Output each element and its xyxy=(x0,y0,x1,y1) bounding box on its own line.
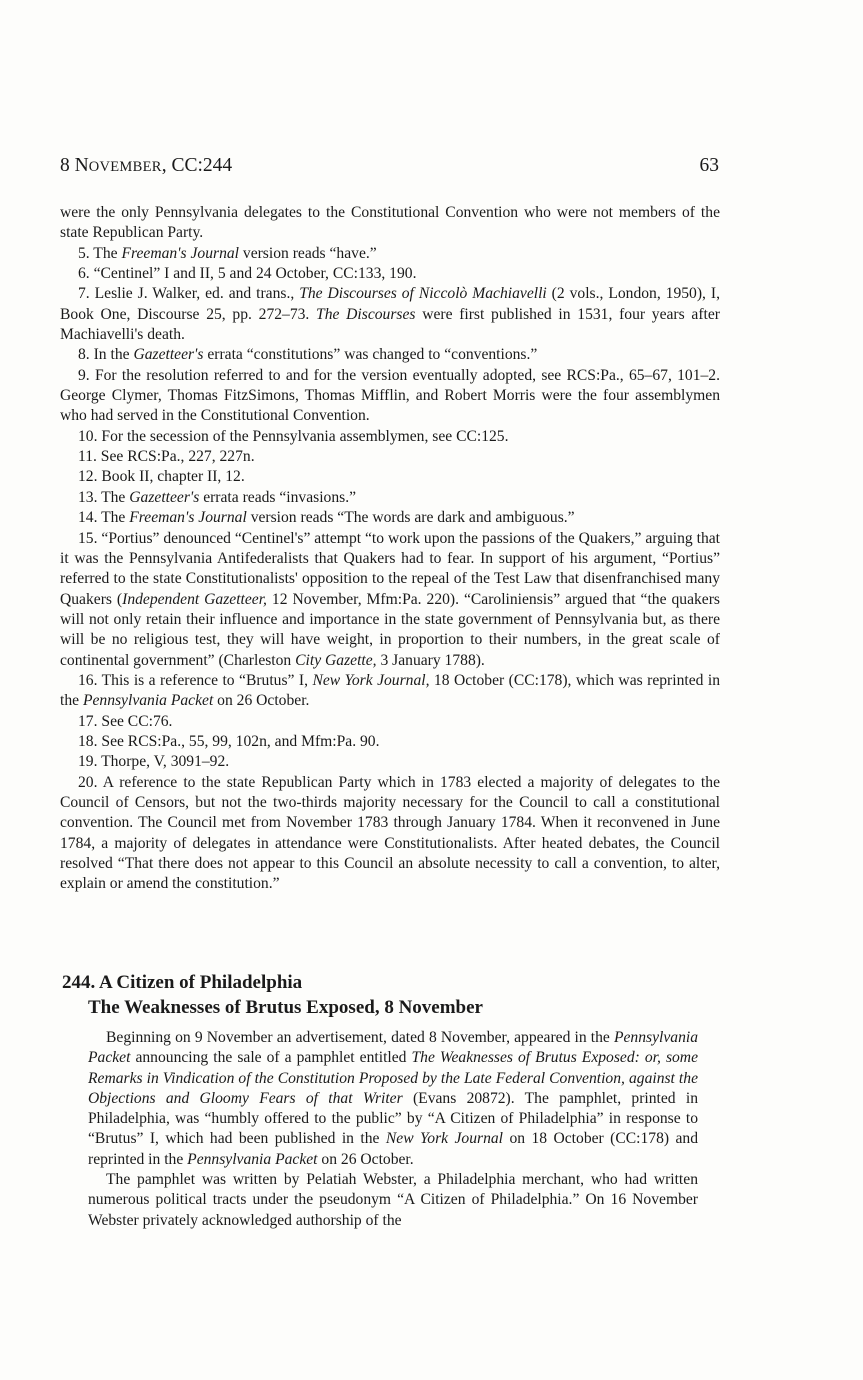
italic-text: The Weaknesses of Brutus Exposed: or, some Remarks in Vindication of the Constitution Proposed by the Late Federal Convention, against the Objections and Gloomy Fears of that Writer xyxy=(88,1049,698,1107)
section-title: 244. A Citizen of Philadelphia xyxy=(62,972,303,993)
footnotes xyxy=(60,203,720,895)
footnote-paragraph xyxy=(60,264,720,284)
text-run: (Evans 20872). The pamphlet, printed in Philadelphia, was “humbly offered to the public” by “A Citizen of Philadelphia” in response to “Brutus” I, which had been published in the xyxy=(88,1089,698,1148)
footnote-paragraph xyxy=(60,427,720,447)
text-run: (2 vols., London, 1950), I, Book One, Discourse 25, pp. 272–73. xyxy=(60,285,720,323)
text-run: 3 January 1788). xyxy=(376,651,485,669)
italic-text: Pennsylvania Packet xyxy=(187,1150,318,1168)
text-run: 17. See CC:76. xyxy=(78,712,173,730)
text-run: 12. Book II, chapter II, 12. xyxy=(78,468,245,486)
italic-text: Freeman's Journal xyxy=(129,509,247,527)
text-run: 7. Leslie J. Walker, ed. and trans., xyxy=(78,285,300,303)
text-run: were first published in 1531, four years after Machiavelli's death. xyxy=(60,305,720,344)
text-run: version reads “have.” xyxy=(239,244,377,262)
text-run: 19. Thorpe, V, 3091–92. xyxy=(78,753,230,771)
footnote-paragraph xyxy=(60,752,720,772)
text-run: on 26 October. xyxy=(213,692,310,710)
text-run: 11. See RCS:Pa., 227, 227n. xyxy=(78,448,255,466)
text-run: 10. For the secession of the Pennsylvania assemblymen, see CC:125. xyxy=(78,427,509,445)
text-run: Beginning on 9 November an advertisement, dated 8 November, appeared in the xyxy=(106,1029,614,1046)
footnote-paragraph xyxy=(60,773,720,895)
footnote-paragraph xyxy=(60,712,720,732)
text-run: 9. For the resolution referred to and for the version eventually adopted, see RCS:Pa., 65–67, 101–2. George Clymer, Thomas FitzSimons, Thomas Mifflin, and Robert Morris were the four assemblymen who had served in the Constitutional Convention. xyxy=(60,366,720,425)
italic-text: Gazetteer's xyxy=(133,346,204,364)
text-run: 20. A reference to the state Republican Party which in 1783 elected a majority of delegates to the Council of Censors, but not the two-thirds majority necessary for the Council to call a constitutional convention. The Council met from November 1783 through January 1784. When it reconvened in June 1784, a majority of delegates in attendance were Constitutionalists. After heated debates, the Council resolved “That there does not appear to this Council an absolute necessity to call a convention, to alter, explain or amend the constitution.” xyxy=(60,773,720,893)
section-subtitle: The Weaknesses of Brutus Exposed, 8 November xyxy=(88,997,483,1018)
footnote-paragraph xyxy=(60,732,720,752)
text-run: 18. See RCS:Pa., 55, 99, 102n, and Mfm:Pa. 90. xyxy=(78,732,380,750)
footnote-paragraph xyxy=(60,284,720,345)
footnote-paragraph xyxy=(60,508,720,528)
text-run: 8. In the xyxy=(78,346,134,364)
footnote-paragraph xyxy=(60,529,720,671)
text-run: on 18 October (CC:178) and reprinted in the xyxy=(88,1130,699,1168)
text-run: 16. This is a reference to “Brutus” I, xyxy=(78,671,313,689)
text-run: on 26 October. xyxy=(317,1150,414,1168)
italic-text: The Discourses of Niccolò Machiavelli xyxy=(299,285,547,303)
section-heading xyxy=(62,970,722,1020)
italic-text: Pennsylvania Packet xyxy=(82,692,214,710)
page-number: 63 xyxy=(699,155,719,176)
text-run: 6. “Centinel” I and II, 5 and 24 October, CC:133, 190. xyxy=(78,265,417,283)
text-run: The pamphlet was written by Pelatiah Webster, a Philadelphia merchant, who had written numerous political tracts under the pseudonym “A Citizen of Philadelphia.” On 16 November Webster privately acknowledged authorship of the xyxy=(88,1171,698,1229)
italic-text: New York Journal, xyxy=(312,671,430,689)
italic-text: New York Journal xyxy=(385,1130,504,1148)
footnote-paragraph xyxy=(60,366,720,427)
text-run: errata “constitutions” was changed to “conventions.” xyxy=(203,346,538,364)
footnote-paragraph xyxy=(60,488,720,508)
running-head-title: 8 NOVEMBER, CC:244 xyxy=(60,155,233,176)
footnote-paragraph xyxy=(60,244,720,264)
italic-text: Gazetteer's xyxy=(129,488,200,506)
footnote-paragraph xyxy=(60,447,720,467)
text-run: 14. The xyxy=(78,509,130,527)
text-run: version reads “The words are dark and ambiguous.” xyxy=(246,509,575,527)
text-run: announcing the sale of a pamphlet entitled xyxy=(130,1049,412,1067)
footnote-paragraph xyxy=(60,345,720,365)
footnote-paragraph xyxy=(60,467,720,487)
text-run: were the only Pennsylvania delegates to the Constitutional Convention who were not members of the state Republican Party. xyxy=(60,204,720,242)
italic-text: Freeman's Journal xyxy=(121,244,239,262)
footnote-paragraph xyxy=(60,203,720,244)
section-body xyxy=(88,1028,698,1231)
body-paragraph xyxy=(88,1170,698,1231)
italic-text: Independent Gazetteer, xyxy=(122,590,267,608)
text-run: 13. The xyxy=(78,488,130,506)
italic-text: Pennsylvania Packet xyxy=(88,1029,698,1067)
body-paragraph xyxy=(88,1028,698,1170)
italic-text: City Gazette, xyxy=(295,651,377,669)
footnote-paragraph xyxy=(60,671,720,712)
italic-text: The Discourses xyxy=(316,305,416,323)
text-run: errata reads “invasions.” xyxy=(199,488,357,506)
text-run: 15. “Portius” denounced “Centinel's” attempt “to work upon the passions of the Quakers,” arguing that it was the Pennsylvania Antifederalists that Quakers had to fear. In support of his argument, “Portius” referred to the state Constitutionalists' opposition to the repeal of the Test Law that disenfranchised many Quakers ( xyxy=(60,529,720,608)
text-run: 12 November, Mfm:Pa. 220). “Caroliniensis” argued that “the quakers will not only retain their influence and importance in the state government of Pennsylvania but, as there will be no religious test, they will have weight, in proportion to their numbers, in the great scale of continental government” (Charleston xyxy=(60,590,720,669)
text-run: 18 October (CC:178), which was reprinted in the xyxy=(60,671,720,710)
text-run: 5. The xyxy=(78,244,122,262)
